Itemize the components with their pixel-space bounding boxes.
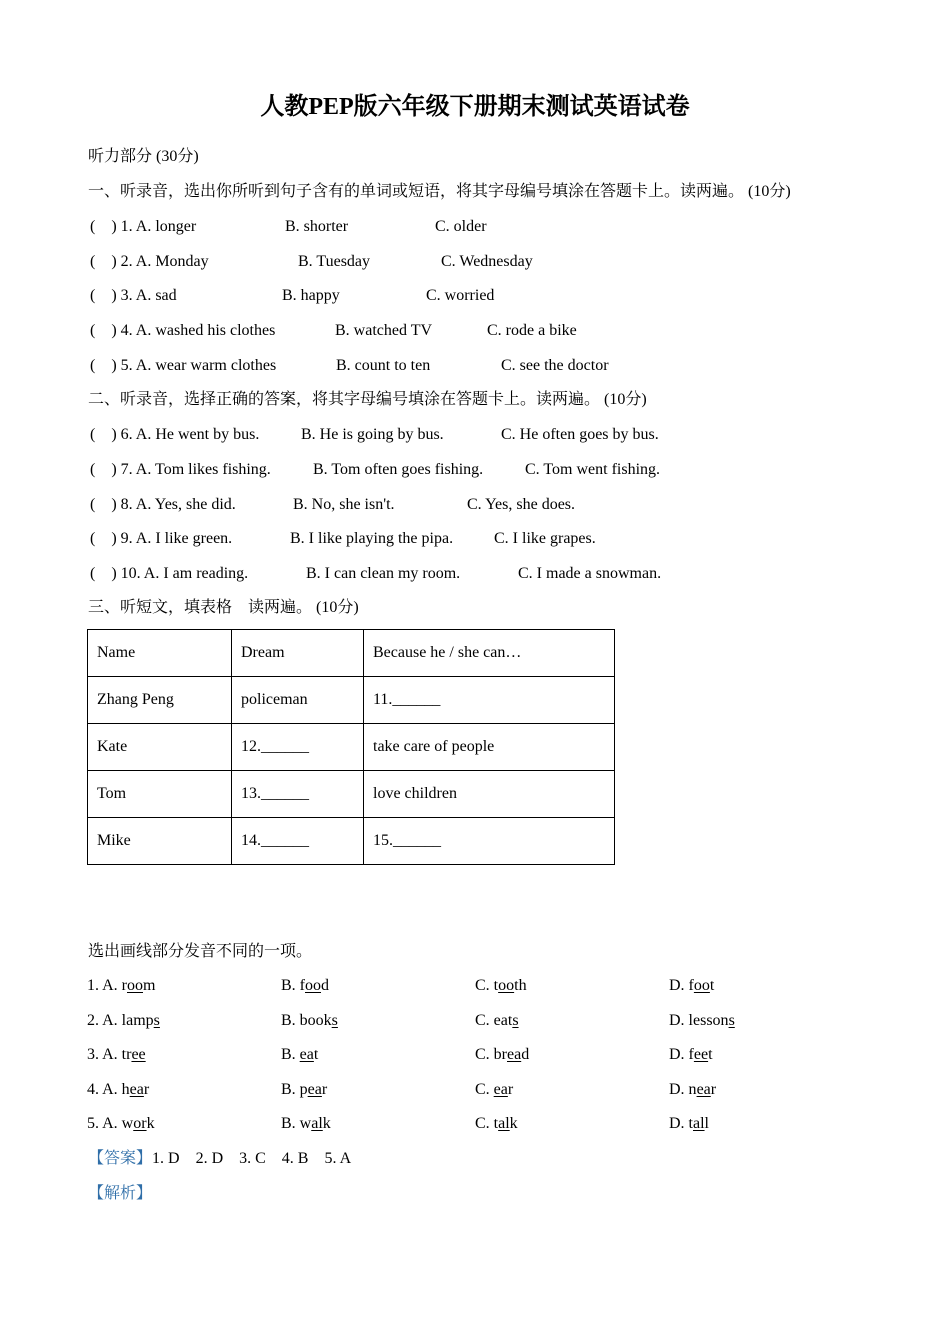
question-3-c: C. worried [426,287,495,304]
phonics-option: B. walk [281,1115,331,1132]
question-7-c: C. Tom went fishing. [525,461,661,478]
question-4 [90,321,577,341]
phonics-row-2 [87,1011,887,1031]
phonics-option: 3. A. tree [87,1046,146,1063]
question-6-b: B. He is going by bus. [301,426,444,443]
question-1-b: B. shorter [285,218,349,235]
question-2-a: ( ) 2. A. Monday [90,253,209,270]
phonics-option: 2. A. lamps [87,1012,160,1029]
phonics-option: C. bread [475,1046,530,1063]
table-cell: Mike [88,818,232,865]
phonics-option: D. tall [669,1115,709,1132]
question-3-b: B. happy [282,287,340,304]
phonics-option: B. books [281,1012,338,1029]
question-7-a: ( ) 7. A. Tom likes fishing. [90,461,271,478]
question-10-c: C. I made a snowman. [518,565,662,582]
question-4-a: ( ) 4. A. washed his clothes [90,322,276,339]
question-10-a: ( ) 10. A. I am reading. [90,565,249,582]
question-8-a: ( ) 8. A. Yes, she did. [90,496,236,513]
question-8-b: B. No, she isn't. [293,496,395,513]
table-cell: 12.______ [232,724,364,771]
question-2 [90,252,533,272]
question-7 [90,460,661,480]
phonics-option: D. lessons [669,1012,735,1029]
table-cell: Tom [88,771,232,818]
section3-instruction: 三、听短文，填表格 读两遍。 (10分) [88,599,359,616]
question-10-b: B. I can clean my room. [306,565,461,582]
page-title: 人教PEP版六年级下册期末测试英语试卷 [260,94,690,120]
question-7-b: B. Tom often goes fishing. [313,461,484,478]
phonics-instruction: 选出画线部分发音不同的一项。 [88,943,313,960]
phonics-option: C. talk [475,1115,518,1132]
table-cell: 11.______ [364,677,615,724]
analysis-line [88,1184,152,1204]
question-9-c: C. I like grapes. [494,530,596,547]
question-1-a: ( ) 1. A. longer [90,218,197,235]
table-cell: Kate [88,724,232,771]
question-5-c: C. see the doctor [501,357,609,374]
table-row [88,771,615,818]
question-9-b: B. I like playing the pipa. [290,530,454,547]
question-6 [90,425,659,445]
table-header-cell: Name [88,630,232,677]
question-6-c: C. He often goes by bus. [501,426,659,443]
question-5-b: B. count to ten [336,357,431,374]
phonics-option: B. pear [281,1081,328,1098]
phonics-row-3 [87,1045,887,1065]
question-2-b: B. Tuesday [298,253,371,270]
listening-header: 听力部分 (30分) [88,148,199,165]
phonics-option: D. feet [669,1046,713,1063]
table-row [88,818,615,865]
question-9 [90,529,596,549]
phonics-option: 5. A. work [87,1115,155,1132]
table-header-row [88,630,615,677]
table-cell: policeman [232,677,364,724]
question-3 [90,286,495,306]
question-10 [90,564,662,584]
table-header-cell: Dream [232,630,364,677]
dream-table [87,629,615,865]
question-8 [90,495,576,515]
table-cell: Zhang Peng [88,677,232,724]
table-row [88,677,615,724]
table-cell: love children [364,771,615,818]
answer-text: 1. D 2. D 3. C 4. B 5. A [152,1150,352,1167]
answer-label: 【答案】 [88,1150,153,1167]
question-8-c: C. Yes, she does. [467,496,576,513]
table-cell: 15.______ [364,818,615,865]
phonics-option: C. ear [475,1081,514,1098]
phonics-row-5 [87,1114,887,1134]
section2-instruction: 二、听录音，选择正确的答案，将其字母编号填涂在答题卡上。读两遍。 (10分) [88,391,647,408]
table-cell: take care of people [364,724,615,771]
phonics-row-4 [87,1080,887,1100]
question-4-c: C. rode a bike [487,322,577,339]
question-9-a: ( ) 9. A. I like green. [90,530,233,547]
question-2-c: C. Wednesday [441,253,533,270]
question-1 [90,217,487,237]
question-4-b: B. watched TV [335,322,433,339]
phonics-option: D. near [669,1081,717,1098]
table-cell: 13.______ [232,771,364,818]
phonics-option: D. foot [669,977,715,994]
question-3-a: ( ) 3. A. sad [90,287,177,304]
analysis-label: 【解析】 [88,1185,153,1202]
phonics-option: 1. A. room [87,977,156,994]
question-6-a: ( ) 6. A. He went by bus. [90,426,260,443]
question-5-a: ( ) 5. A. wear warm clothes [90,357,277,374]
phonics-option: B. food [281,977,329,994]
phonics-row-1 [87,976,887,996]
phonics-option: 4. A. hear [87,1081,150,1098]
table-cell: 14.______ [232,818,364,865]
phonics-option: C. eats [475,1012,519,1029]
answer-line [88,1149,351,1169]
phonics-option: C. tooth [475,977,527,994]
phonics-option: B. eat [281,1046,319,1063]
question-1-c: C. older [435,218,487,235]
section1-instruction: 一、听录音，选出你所听到句子含有的单词或短语，将其字母编号填涂在答题卡上。读两遍。 (10分) [88,183,791,200]
table-header-cell: Because he / she can… [364,630,615,677]
table-row [88,724,615,771]
question-5 [90,356,609,376]
